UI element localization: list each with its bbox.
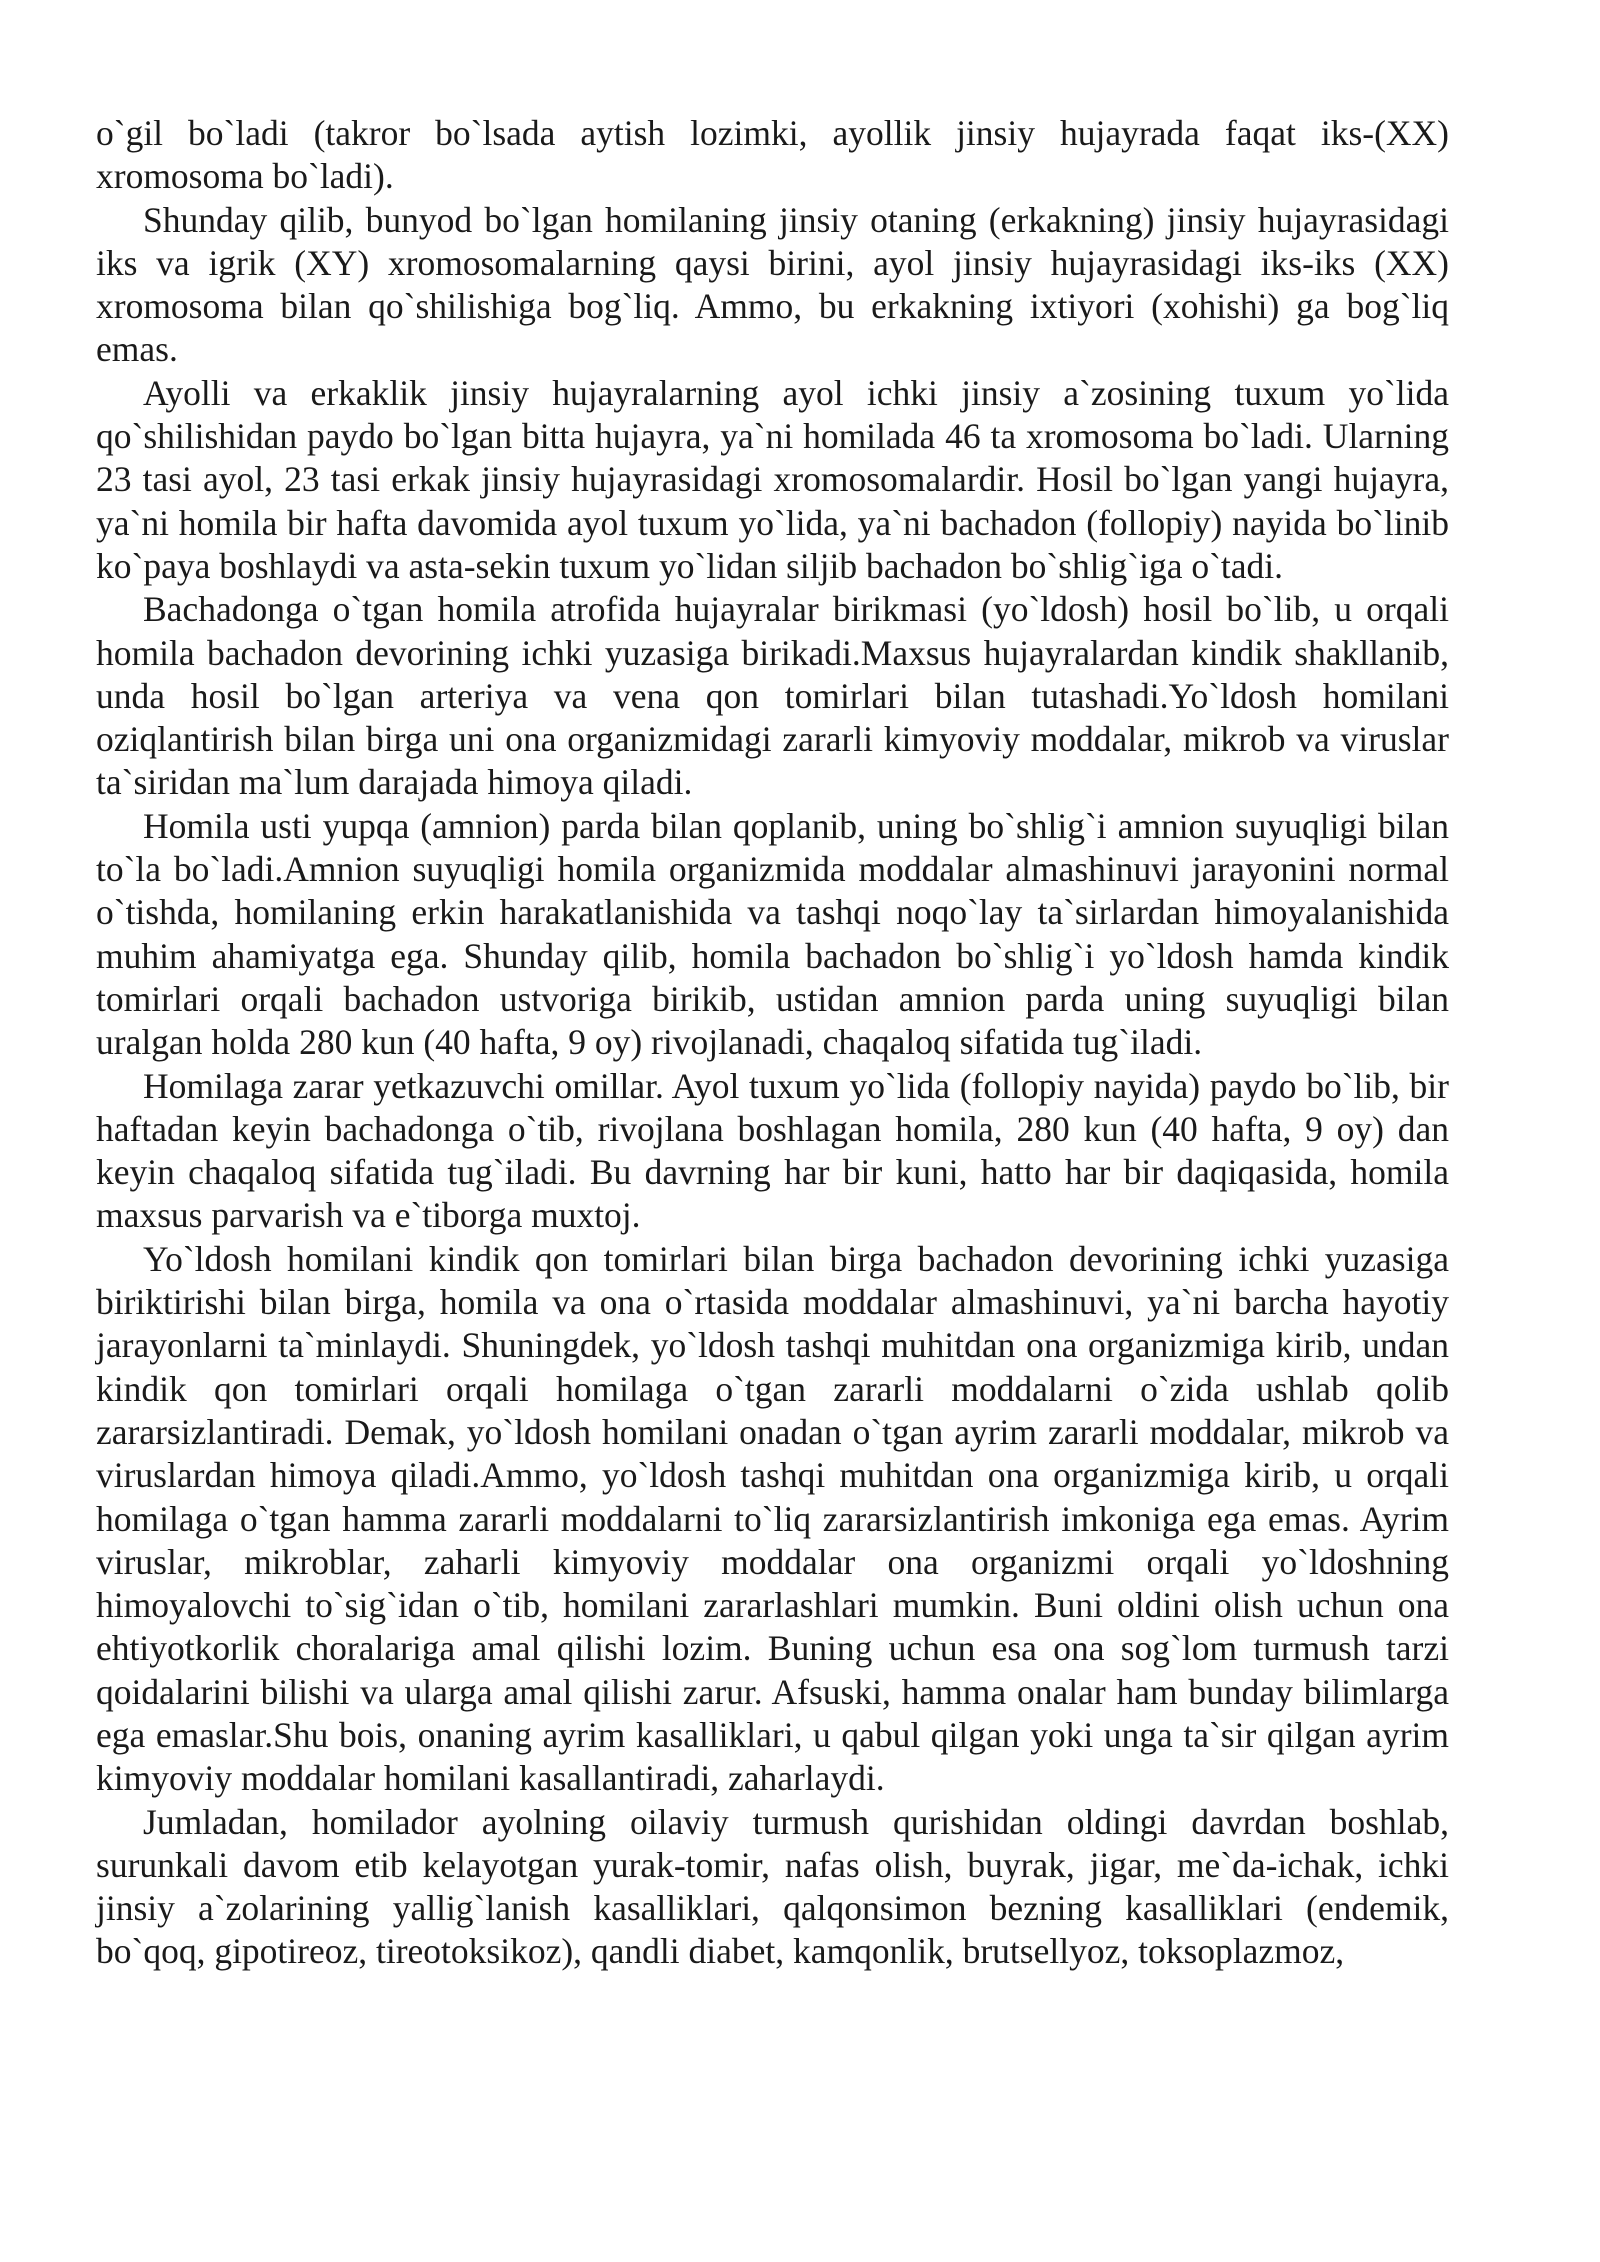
- paragraph-4: Bachadonga o`tgan homila atrofida hujayralar birikmasi (yo`ldosh) hosil bo`lib, u orqali homila bachadon devorining ichki yuzasiga birikadi.Maxsus hujayralardan kindik shakllanib, unda hosil bo`lgan arteriya va vena qon tomirlari bilan tutashadi.Yo`ldosh homilani oziqlantirish bilan birga uni ona organizmidagi zararli kimyoviy moddalar, mikrob va viruslar ta`siridan ma`lum darajada himoya qiladi.: [96, 589, 1449, 803]
- document-page: [96, 112, 1449, 1974]
- paragraph-5: Homila usti yupqa (amnion) parda bilan qoplanib, uning bo`shlig`i amnion suyuqligi bilan to`la bo`ladi.Amnion suyuqligi homila organizmida moddalar almashinuvi jarayonini normal o`tishda, homilaning erkin harakatlanishida va tashqi noqo`lay ta`sirlardan himoyalanishida muhim ahamiyatga ega. Shunday qilib, homila bachadon bo`shlig`i yo`ldosh hamda kindik tomirlari orqali bachadon ustvoriga birikib, ustidan amnion parda uning suyuqligi bilan uralgan holda 280 kun (40 hafta, 9 oy) rivojlanadi, chaqaloq sifatida tug`iladi.: [96, 805, 1449, 1063]
- paragraph-6: Homilaga zarar yetkazuvchi omillar. Ayol tuxum yo`lida (follopiy nayida) paydo bo`lib, bir haftadan keyin bachadonga o`tib, rivojlana boshlagan homila, 280 kun (40 hafta, 9 oy) dan keyin chaqaloq sifatida tug`iladi. Bu davrning har bir kuni, hatto har bir daqiqasida, homila maxsus parvarish va e`tiborga muxtoj.: [96, 1065, 1449, 1236]
- paragraph-8: Jumladan, homilador ayolning oilaviy turmush qurishidan oldingi davrdan boshlab, surunkali davom etib kelayotgan yurak-tomir, nafas olish, buyrak, jigar, me`da-ichak, ichki jinsiy a`zolarining yallig`lanish kasalliklari, qalqonsimon bezning kasalliklari (endemik, bo`qoq, gipotireoz, tireotoksikoz), qandli diabet, kamqonlik, brutsellyoz, toksoplazmoz,: [96, 1801, 1449, 1972]
- paragraph-7: Yo`ldosh homilani kindik qon tomirlari bilan birga bachadon devorining ichki yuzasiga biriktirishi bilan birga, homila va ona o`rtasida moddalar almashinuvi, ya`ni barcha hayotiy jarayonlarni ta`minlaydi. Shuningdek, yo`ldosh tashqi muhitdan ona organizmiga kirib, undan kindik qon tomirlari orqali homilaga o`tgan zararli moddalarni o`zida ushlab qolib zararsizlantiradi. Demak, yo`ldosh homilani onadan o`tgan ayrim zararli moddalar, mikrob va viruslardan himoya qiladi.Ammo, yo`ldosh tashqi muhitdan ona organizmiga kirib, u orqali homilaga o`tgan hamma zararli moddalarni to`liq zararsizlantirish imkoniga ega emas. Ayrim viruslar, mikroblar, zaharli kimyoviy moddalar ona organizmi orqali yo`ldoshning himoyalovchi to`sig`idan o`tib, homilani zararlashlari mumkin. Buni oldini olish uchun ona ehtiyotkorlik choralariga amal qilishi lozim. Buning uchun esa ona sog`lom turmush tarzi qoidalarini bilishi va ularga amal qilishi zarur. Afsuski, hamma onalar ham bunday bilimlarga ega emaslar.Shu bois, onaning ayrim kasalliklari, u qabul qilgan yoki unga ta`sir qilgan ayrim kimyoviy moddalar homilani kasallantiradi, zaharlaydi.: [96, 1238, 1449, 1799]
- paragraph-1: o`gil bo`ladi (takror bo`lsada aytish lozimki, ayollik jinsiy hujayrada faqat iks-(XX) xromosoma bo`ladi).: [96, 113, 1449, 197]
- paragraph-3: Ayolli va erkaklik jinsiy hujayralarning ayol ichki jinsiy a`zosining tuxum yo`lida qo`shilishidan paydo bo`lgan bitta hujayra, ya`ni homilada 46 ta xromosoma bo`ladi. Ularning 23 tasi ayol, 23 tasi erkak jinsiy hujayrasidagi xromosomalardir. Hosil bo`lgan yangi hujayra, ya`ni homila bir hafta davomida ayol tuxum yo`lida, ya`ni bachadon (follopiy) nayida bo`linib ko`paya boshlaydi va asta-sekin tuxum yo`lidan siljib bachadon bo`shlig`iga o`tadi.: [96, 372, 1449, 586]
- paragraph-2: Shunday qilib, bunyod bo`lgan homilaning jinsiy otaning (erkakning) jinsiy hujayrasidagi iks va igrik (XY) xromosomalarning qaysi birini, ayol jinsiy hujayrasidagi iks-iks (XX) xromosoma bilan qo`shilishiga bog`liq. Ammo, bu erkakning ixtiyori (xohishi) ga bog`liq emas.: [96, 199, 1449, 370]
